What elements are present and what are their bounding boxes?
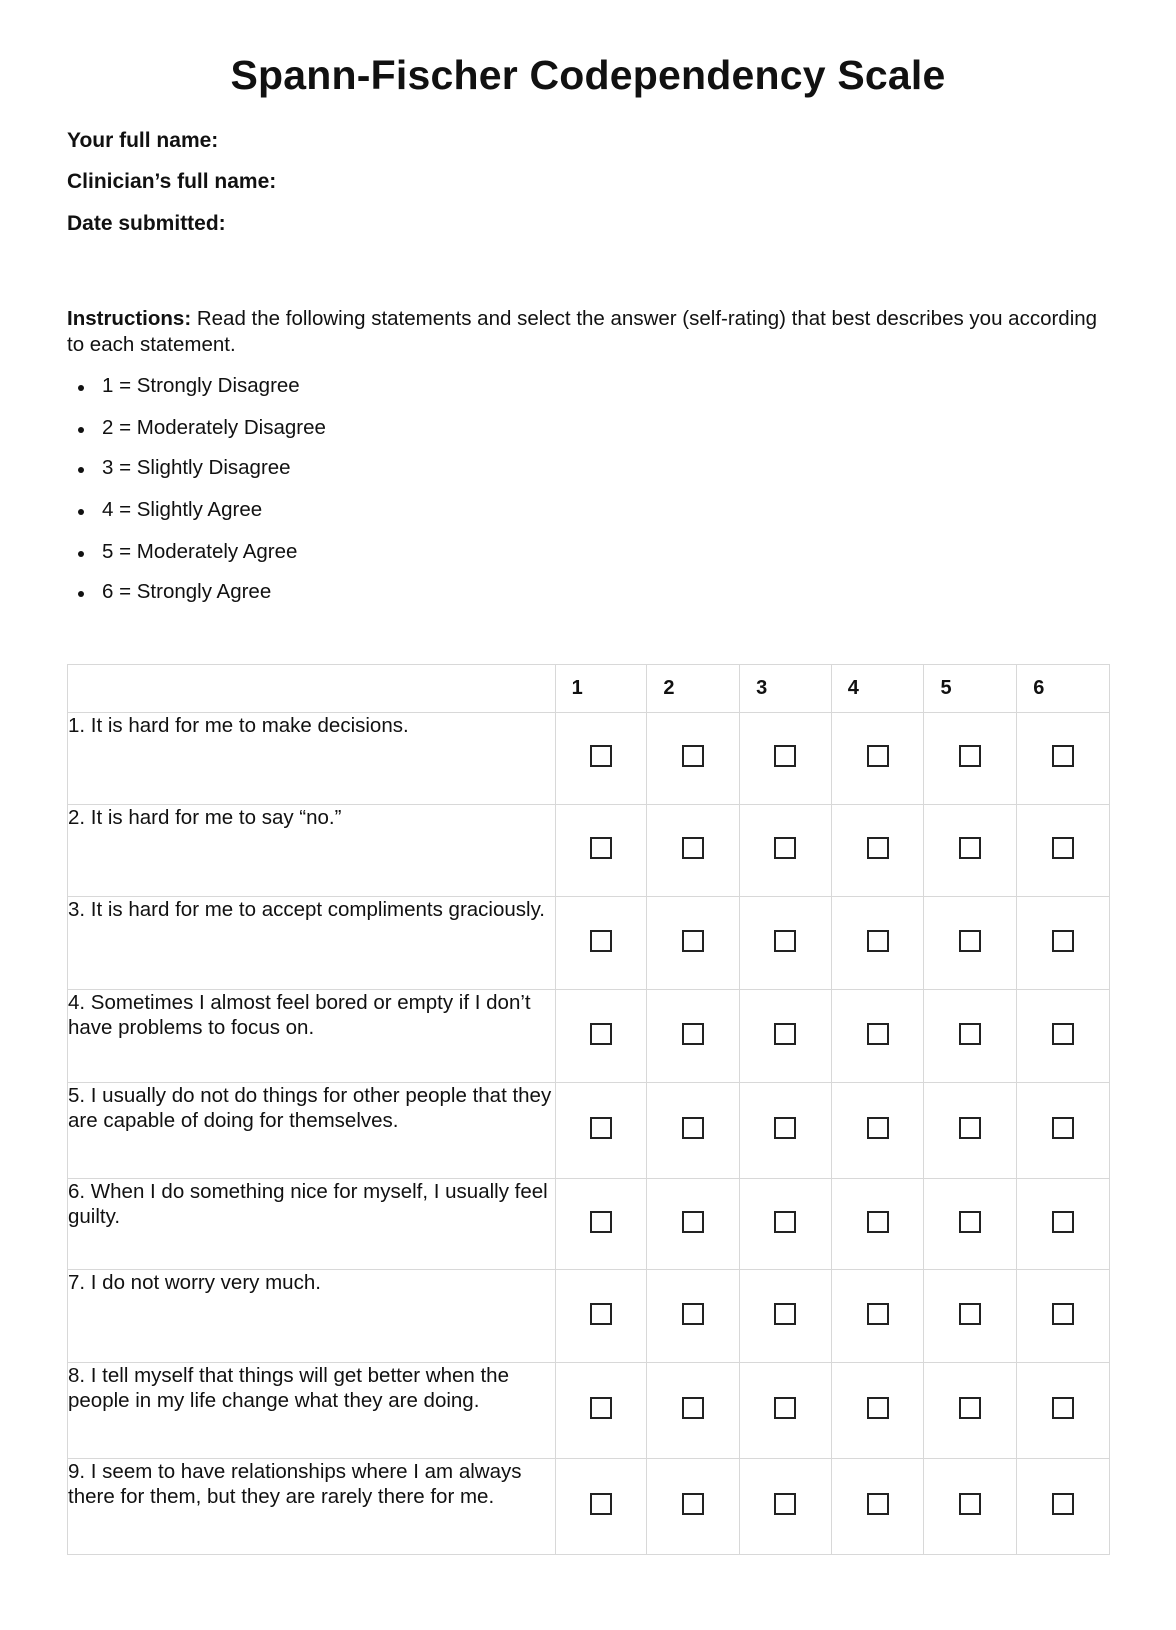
- rating-cell: [924, 1459, 1017, 1555]
- statement-text: 1. It is hard for me to make decisions.: [68, 713, 556, 805]
- rating-checkbox[interactable]: [590, 1397, 612, 1419]
- rating-cell: [555, 805, 647, 897]
- rating-cell: [1017, 805, 1110, 897]
- rating-checkbox[interactable]: [959, 1023, 981, 1045]
- rating-checkbox[interactable]: [867, 1023, 889, 1045]
- rating-cell: [924, 805, 1017, 897]
- rating-cell: [924, 1363, 1017, 1459]
- rating-cell: [555, 1363, 647, 1459]
- rating-cell: [831, 897, 924, 990]
- rating-column-header: 1: [555, 665, 647, 713]
- rating-cell: [1017, 897, 1110, 990]
- rating-cell: [555, 1459, 647, 1555]
- rating-cell: [740, 1270, 832, 1363]
- rating-cell: [1017, 1270, 1110, 1363]
- rating-cell: [831, 1363, 924, 1459]
- rating-cell: [1017, 1363, 1110, 1459]
- rating-checkbox[interactable]: [959, 745, 981, 767]
- rating-checkbox[interactable]: [774, 1023, 796, 1045]
- rating-checkbox[interactable]: [867, 1117, 889, 1139]
- rating-checkbox[interactable]: [774, 1493, 796, 1515]
- rating-cell: [555, 990, 647, 1083]
- rating-checkbox[interactable]: [682, 745, 704, 767]
- rating-checkbox[interactable]: [774, 1211, 796, 1233]
- rating-checkbox[interactable]: [590, 1211, 612, 1233]
- rating-checkbox[interactable]: [959, 1493, 981, 1515]
- statement-text: 5. I usually do not do things for other people that they are capable of doing for themselves.: [68, 1083, 556, 1179]
- rating-checkbox[interactable]: [682, 930, 704, 952]
- rating-cell: [831, 1083, 924, 1179]
- rating-checkbox[interactable]: [959, 837, 981, 859]
- clinician-field-label: Clinician’s full name:: [67, 170, 277, 193]
- rating-cell: [647, 1459, 740, 1555]
- rating-cell: [647, 1179, 740, 1270]
- date-field-label: Date submitted:: [67, 212, 226, 235]
- statement-text: 9. I seem to have relationships where I am always there for them, but they are rarely there for me.: [68, 1459, 556, 1555]
- rating-cell: [555, 1270, 647, 1363]
- rating-checkbox[interactable]: [590, 1117, 612, 1139]
- rating-checkbox[interactable]: [1052, 1303, 1074, 1325]
- rating-checkbox[interactable]: [959, 1397, 981, 1419]
- rating-checkbox[interactable]: [867, 930, 889, 952]
- rating-checkbox[interactable]: [590, 1023, 612, 1045]
- rating-checkbox[interactable]: [959, 1117, 981, 1139]
- rating-cell: [740, 805, 832, 897]
- name-field-label: Your full name:: [67, 129, 219, 152]
- rating-cell: [740, 1363, 832, 1459]
- rating-cell: [555, 1179, 647, 1270]
- rating-column-header: 2: [647, 665, 740, 713]
- rating-cell: [647, 897, 740, 990]
- table-row: [68, 990, 1110, 1083]
- rating-checkbox[interactable]: [1052, 1023, 1074, 1045]
- rating-checkbox[interactable]: [959, 1303, 981, 1325]
- rating-cell: [647, 713, 740, 805]
- rating-cell: [831, 1179, 924, 1270]
- rating-checkbox[interactable]: [867, 745, 889, 767]
- rating-cell: [740, 713, 832, 805]
- rating-cell: [831, 1270, 924, 1363]
- scale-item-label: 1 = Strongly Disagree: [102, 374, 300, 397]
- rating-checkbox[interactable]: [590, 930, 612, 952]
- rating-checkbox[interactable]: [590, 1493, 612, 1515]
- page-title: Spann-Fischer Codependency Scale: [230, 52, 946, 98]
- rating-checkbox[interactable]: [1052, 1397, 1074, 1419]
- rating-checkbox[interactable]: [959, 930, 981, 952]
- rating-cell: [555, 713, 647, 805]
- rating-cell: [924, 713, 1017, 805]
- rating-checkbox[interactable]: [682, 1493, 704, 1515]
- rating-checkbox[interactable]: [682, 1303, 704, 1325]
- table-row: [68, 805, 1110, 897]
- rating-checkbox[interactable]: [1052, 745, 1074, 767]
- scale-item-label: 6 = Strongly Agree: [102, 580, 272, 603]
- rating-cell: [1017, 1179, 1110, 1270]
- rating-cell: [647, 1083, 740, 1179]
- rating-checkbox[interactable]: [682, 837, 704, 859]
- rating-checkbox[interactable]: [774, 1117, 796, 1139]
- rating-checkbox[interactable]: [867, 1397, 889, 1419]
- table-row: [68, 897, 1110, 990]
- bullet-icon: [78, 385, 84, 391]
- rating-cell: [924, 1083, 1017, 1179]
- statement-text: 7. I do not worry very much.: [68, 1270, 556, 1363]
- rating-cell: [1017, 990, 1110, 1083]
- rating-checkbox[interactable]: [682, 1211, 704, 1233]
- bullet-icon: [78, 551, 84, 557]
- rating-checkbox[interactable]: [682, 1117, 704, 1139]
- instructions: [67, 306, 1117, 358]
- table-header-row: [68, 665, 1110, 713]
- rating-checkbox[interactable]: [1052, 930, 1074, 952]
- rating-cell: [740, 897, 832, 990]
- rating-cell: [555, 1083, 647, 1179]
- rating-checkbox[interactable]: [774, 1397, 796, 1419]
- statement-text: 4. Sometimes I almost feel bored or empty if I don’t have problems to focus on.: [68, 990, 556, 1083]
- rating-cell: [647, 1363, 740, 1459]
- rating-checkbox[interactable]: [1052, 837, 1074, 859]
- rating-cell: [831, 1459, 924, 1555]
- rating-cell: [647, 1270, 740, 1363]
- statement-text: 8. I tell myself that things will get better when the people in my life change what they are doing.: [68, 1363, 556, 1459]
- rating-cell: [831, 990, 924, 1083]
- rating-cell: [924, 897, 1017, 990]
- table-row: [68, 1270, 1110, 1363]
- rating-cell: [924, 1270, 1017, 1363]
- rating-cell: [740, 1179, 832, 1270]
- rating-cell: [740, 1459, 832, 1555]
- rating-cell: [740, 990, 832, 1083]
- statement-text: 3. It is hard for me to accept compliments graciously.: [68, 897, 556, 990]
- rating-checkbox[interactable]: [1052, 1117, 1074, 1139]
- rating-table: [67, 664, 1110, 1555]
- rating-checkbox[interactable]: [1052, 1211, 1074, 1233]
- table-row: [68, 713, 1110, 805]
- rating-checkbox[interactable]: [774, 837, 796, 859]
- rating-checkbox[interactable]: [867, 1303, 889, 1325]
- scale-item-label: 4 = Slightly Agree: [102, 498, 263, 521]
- statement-text: 6. When I do something nice for myself, I usually feel guilty.: [68, 1179, 556, 1270]
- rating-checkbox[interactable]: [1052, 1493, 1074, 1515]
- rating-cell: [831, 713, 924, 805]
- rating-checkbox[interactable]: [867, 1493, 889, 1515]
- rating-checkbox[interactable]: [590, 1303, 612, 1325]
- rating-cell: [924, 990, 1017, 1083]
- bullet-icon: [78, 509, 84, 515]
- rating-column-header: 5: [924, 665, 1017, 713]
- rating-checkbox[interactable]: [682, 1397, 704, 1419]
- rating-column-header: 6: [1017, 665, 1110, 713]
- rating-cell: [740, 1083, 832, 1179]
- rating-cell: [1017, 1083, 1110, 1179]
- table-row: [68, 1179, 1110, 1270]
- instructions-text: Read the following statements and select the answer (self-rating) that best describes you according to each statement.: [67, 307, 1098, 356]
- table-row: [68, 1083, 1110, 1179]
- table-row: [68, 1459, 1110, 1555]
- rating-cell: [555, 897, 647, 990]
- rating-checkbox[interactable]: [867, 1211, 889, 1233]
- rating-checkbox[interactable]: [774, 745, 796, 767]
- rating-cell: [647, 805, 740, 897]
- rating-column-header: 4: [831, 665, 924, 713]
- bullet-icon: [78, 591, 84, 597]
- table-row: [68, 1363, 1110, 1459]
- rating-checkbox[interactable]: [867, 837, 889, 859]
- rating-checkbox[interactable]: [959, 1211, 981, 1233]
- rating-column-header: 3: [740, 665, 832, 713]
- rating-cell: [924, 1179, 1017, 1270]
- instructions-label: Instructions:: [67, 307, 192, 330]
- bullet-icon: [78, 427, 84, 433]
- rating-cell: [647, 990, 740, 1083]
- rating-checkbox[interactable]: [590, 745, 612, 767]
- statement-text: 2. It is hard for me to say “no.”: [68, 805, 556, 897]
- rating-checkbox[interactable]: [590, 837, 612, 859]
- rating-checkbox[interactable]: [774, 930, 796, 952]
- statement-column-header: [68, 665, 556, 713]
- rating-checkbox[interactable]: [682, 1023, 704, 1045]
- bullet-icon: [78, 467, 84, 473]
- scale-item-label: 2 = Moderately Disagree: [102, 416, 326, 439]
- scale-item-label: 5 = Moderately Agree: [102, 540, 298, 563]
- rating-cell: [831, 805, 924, 897]
- rating-checkbox[interactable]: [774, 1303, 796, 1325]
- rating-cell: [1017, 1459, 1110, 1555]
- rating-cell: [1017, 713, 1110, 805]
- scale-item-label: 3 = Slightly Disagree: [102, 456, 291, 479]
